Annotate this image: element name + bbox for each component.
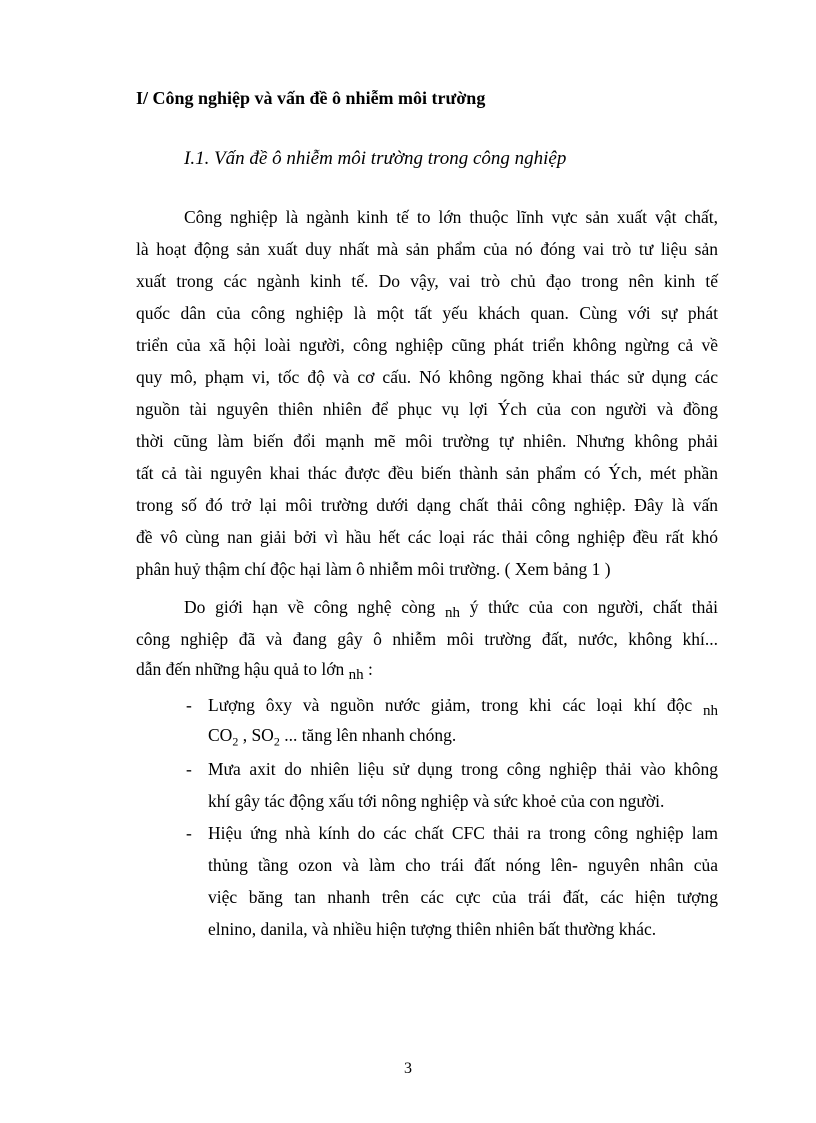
paragraph-1-line: quốc dân của công nghiệp là một tất yếu khách quan. Cùng với sự phát (136, 303, 718, 323)
bullet-3-line: Hiệu ứng nhà kính do các chất CFC thải ra trong công nghiệp lam (208, 823, 718, 843)
bullet-dash: - (186, 759, 192, 779)
co2-formula (208, 725, 239, 749)
paragraph-2-line: công nghiệp đã và đang gây ô nhiễm môi trường đất, nước, không khí... (136, 629, 718, 649)
paragraph-1-line: là hoạt động sản xuất duy nhất mà sản phẩm của nó đóng vai trò tư liệu sản (136, 239, 718, 259)
formula-text: CO (208, 725, 233, 745)
paragraph-1-line: phân huỷ thậm chí độc hại làm ô nhiễm môi trường. ( Xem bảng 1 ) (136, 559, 611, 579)
subsection-heading: I.1. Vấn đề ô nhiễm môi trường trong công nghiệp (184, 148, 567, 169)
paragraph-1-line: Công nghiệp là ngành kinh tế to lớn thuộc lĩnh vực sản xuất vật chất, (184, 207, 718, 227)
page-number: 3 (404, 1060, 412, 1077)
formula-subscript: 2 (232, 734, 239, 749)
paragraph-1-line: thời cũng làm biến đổi mạnh mẽ môi trường tự nhiên. Nhưng không phải (136, 431, 718, 451)
formula-text: , SO (238, 725, 274, 745)
paragraph-1-line: trong số đó trở lại môi trường dưới dạng chất thải công nghiệp. Đây là vấn (136, 495, 718, 515)
paragraph-2-text: Do giới hạn về công nghệ còng (184, 597, 436, 617)
bullet-1-line (208, 694, 718, 718)
paragraph-1-line: triển của xã hội loài người, công nghiệp cũng phát triển không ngừng cả về (136, 335, 718, 355)
paragraph-2-text: : (368, 659, 373, 679)
paragraph-2-line (136, 658, 373, 682)
section-heading: I/ Công nghiệp và vấn đề ô nhiễm môi trường (136, 88, 486, 108)
bullet-3-line: thủng tầng ozon và làm cho trái đất nóng lên- nguyên nhân của (208, 855, 718, 875)
bullet-dash: - (186, 695, 192, 715)
bullet-1-line (208, 724, 718, 753)
paragraph-2-text: ý thức của con người, chất thải (469, 597, 719, 617)
bullet-1-text: Lượng ôxy và nguồn nước giảm, trong khi các loại khí độc (208, 695, 693, 715)
bullet-dash: - (186, 823, 192, 843)
paragraph-2-fragment: nh (348, 667, 364, 683)
bullet-2-line: khí gây tác động xấu tới nông nghiệp và sức khoẻ của con người. (208, 791, 665, 811)
paragraph-2-text: dẫn đến những hậu quả to lớn (136, 659, 345, 679)
bullet-2-line: Mưa axit do nhiên liệu sử dụng trong công nghiệp thải vào không (208, 759, 718, 779)
bullet-1-text: ... tăng lên nhanh chóng. (279, 725, 457, 745)
paragraph-1-line: xuất trong các ngành kinh tế. Do vậy, vai trò chủ đạo trong nên kinh tế (136, 271, 718, 291)
bullet-3-line: elnino, danila, và nhiều hiện tượng thiên nhiên bất thường khác. (208, 919, 657, 939)
paragraph-1-line: đề vô cùng nan giải bởi vì hầu hết các loại rác thải công nghiệp đều rất khó (136, 527, 718, 547)
paragraph-2-line (184, 596, 718, 620)
bullet-1-fragment: nh (703, 703, 719, 719)
paragraph-1-line: tất cả tài nguyên khai thác được đều biến thành sản phẩm có Ých, mét phần (136, 463, 718, 483)
formula-subscript: 2 (273, 734, 280, 749)
paragraph-2-fragment: nh (444, 605, 460, 621)
so2-formula (238, 725, 280, 749)
bullet-3-line: việc băng tan nhanh trên các cực của trái đất, các hiện tượng (208, 887, 718, 907)
paragraph-1-line: nguồn tài nguyên thiên nhiên để phục vụ lợi Ých của con người và đồng (136, 399, 718, 419)
paragraph-1-line: quy mô, phạm vi, tốc độ và cơ cấu. Nó không ngõng khai thác sử dụng các (136, 367, 718, 387)
